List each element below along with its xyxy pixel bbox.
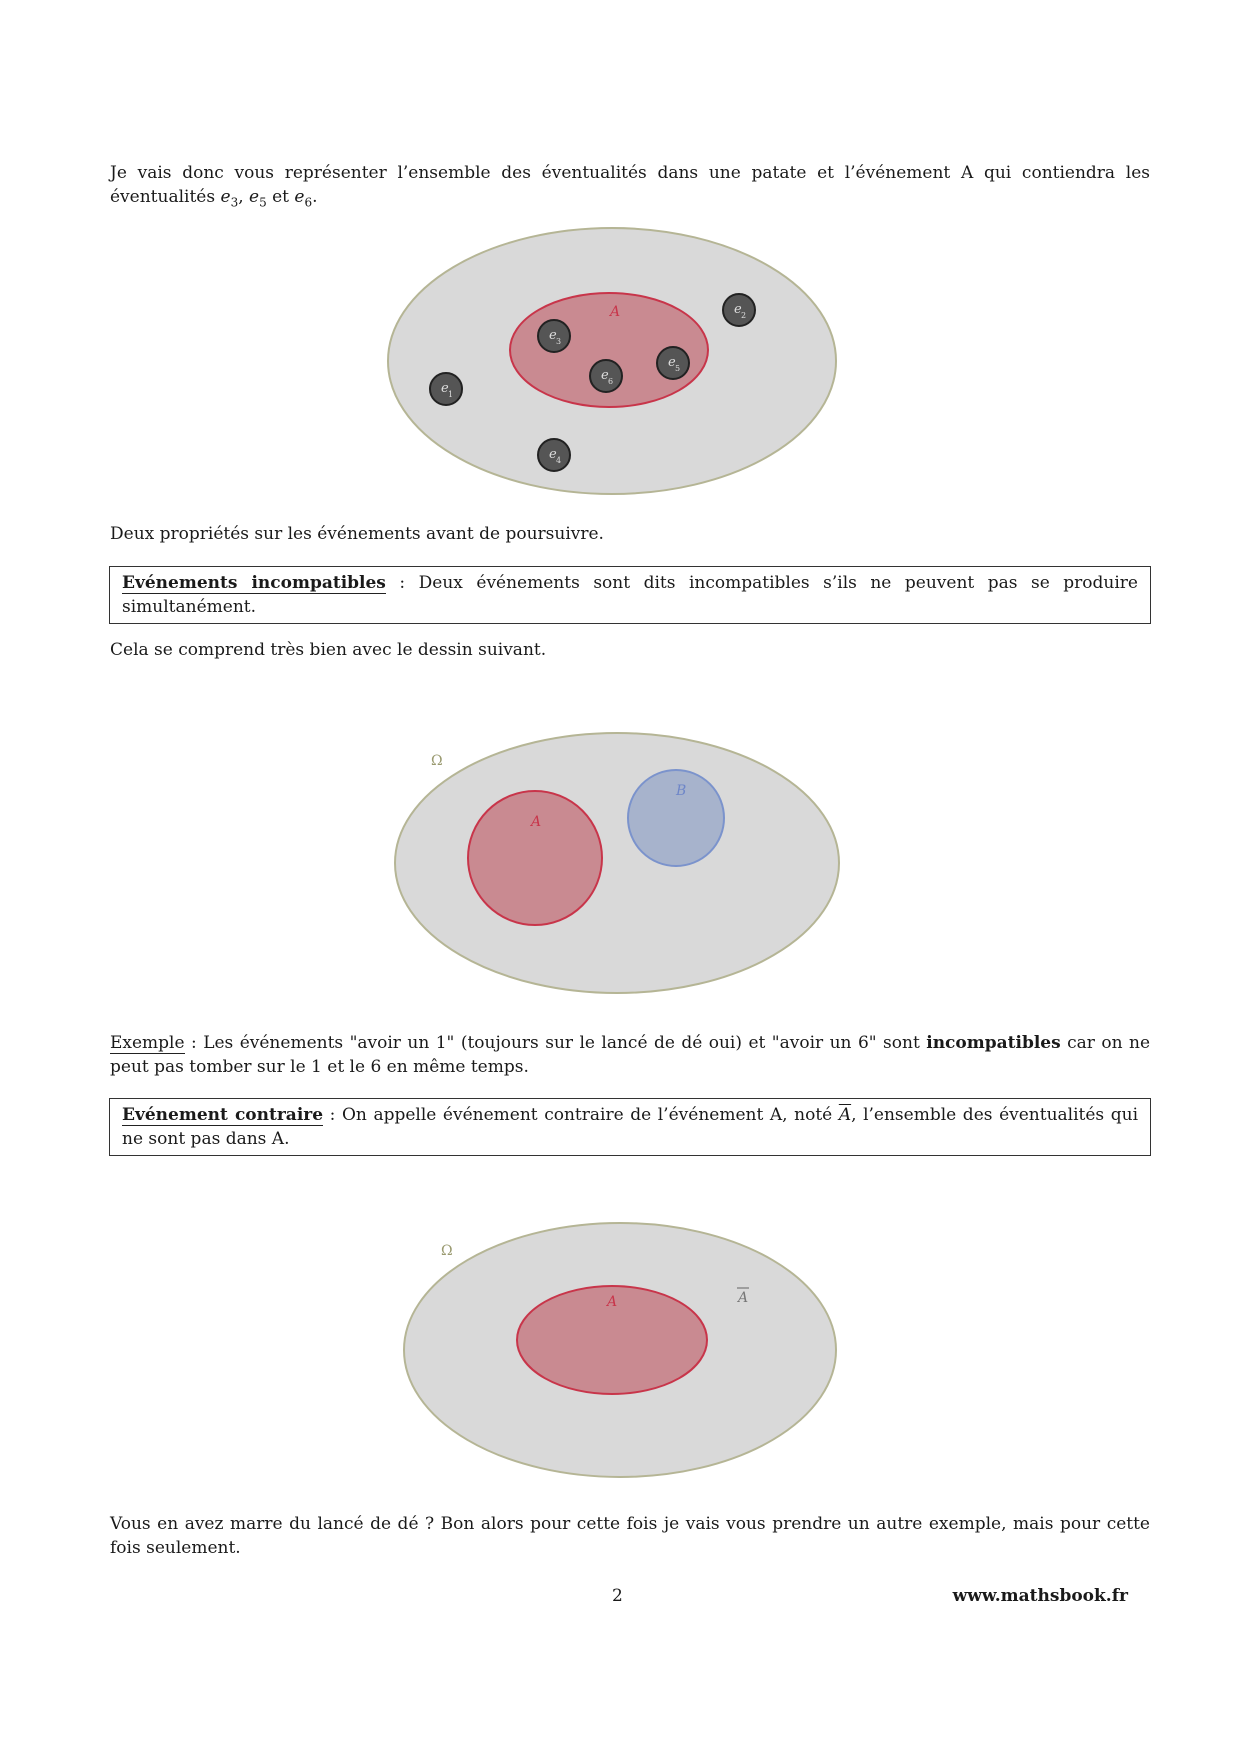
page-number: 2 — [612, 1586, 623, 1606]
omega-label: Ω — [431, 753, 443, 769]
outcome-e4 — [538, 439, 570, 471]
svg-text:e: e — [734, 302, 742, 317]
omega-label: Ω — [441, 1243, 453, 1259]
event-b-label: B — [676, 783, 687, 799]
definition-term: Evénement contraire — [122, 1105, 324, 1125]
event-a-circle — [468, 791, 602, 925]
event-a-label: A — [531, 814, 542, 830]
closing-paragraph: Vous en avez marre du lancé de dé ? Bon alors pour cette fois je vais vous prendre un autre exemple, mais pour cette fois seulement. — [110, 1514, 1150, 1558]
svg-text:e: e — [441, 381, 449, 396]
diagram-outcomes — [0, 0, 1239, 520]
outcome-e1 — [430, 373, 462, 405]
svg-text:6: 6 — [608, 377, 614, 386]
svg-text:5: 5 — [675, 364, 681, 373]
event-a-label: A — [607, 1294, 618, 1310]
math-e6: $e_6$ — [294, 187, 313, 210]
outcome-e6 — [590, 360, 622, 392]
svg-text:3: 3 — [556, 337, 562, 346]
svg-text:e: e — [601, 368, 609, 383]
definition-incompatible — [109, 566, 1151, 624]
example-bold: incompatibles — [926, 1033, 1061, 1053]
svg-text:1: 1 — [448, 390, 454, 399]
definition-term: Evénements incompatibles — [122, 573, 386, 593]
math-e3: $e_3$ — [220, 187, 239, 210]
example-label: Exemple — [110, 1033, 185, 1053]
intro-text: Je vais donc vous représenter l’ensemble des éventualités dans une patate et l’événement A qui contiendra les éventualités — [110, 163, 1150, 207]
definition-contraire: Evénement contraire : On appelle événement contraire de l’événement A, noté $\overline{A}$, l’ensemble des éventualités qui ne sont pas dans A. — [109, 1098, 1151, 1156]
outcome-e5 — [657, 347, 689, 379]
a-bar-symbol: $\overline{A}$ — [838, 1105, 852, 1125]
svg-text:4: 4 — [556, 456, 562, 465]
svg-text:e: e — [549, 447, 557, 462]
universe-ellipse — [395, 733, 839, 993]
complement-label: A — [738, 1290, 749, 1306]
math-e5: $e_5$ — [249, 187, 267, 210]
definition-text: : Deux événements sont dits incompatibles s’ils ne peuvent pas se produire simultanément. — [122, 573, 1138, 617]
site-link[interactable]: www.mathsbook.fr — [952, 1586, 1128, 1606]
diagram-complement — [0, 1210, 1239, 1510]
intro-paragraph: Je vais donc vous représenter l’ensemble des éventualités dans une patate et l’événement A qui contiendra les éventualités $e_3$, $e_5$ et $e_6$. — [110, 163, 1150, 210]
drawing-intro: Cela se comprend très bien avec le dessin suivant. — [110, 640, 547, 660]
example-paragraph: Exemple : Les événements "avoir un 1" (toujours sur le lancé de dé oui) et "avoir un 6" sont incompatibles car on ne peut pas tomber sur le 1 et le 6 en même temps. — [110, 1033, 1151, 1077]
event-a-label: A — [610, 304, 621, 320]
outcome-e3 — [538, 320, 570, 352]
outcome-e2 — [723, 294, 755, 326]
svg-text:e: e — [668, 355, 676, 370]
properties-intro: Deux propriétés sur les événements avant de poursuivre. — [110, 524, 604, 544]
diagram-incompatible — [0, 720, 1239, 1040]
svg-text:e: e — [549, 328, 557, 343]
svg-text:2: 2 — [741, 311, 747, 320]
